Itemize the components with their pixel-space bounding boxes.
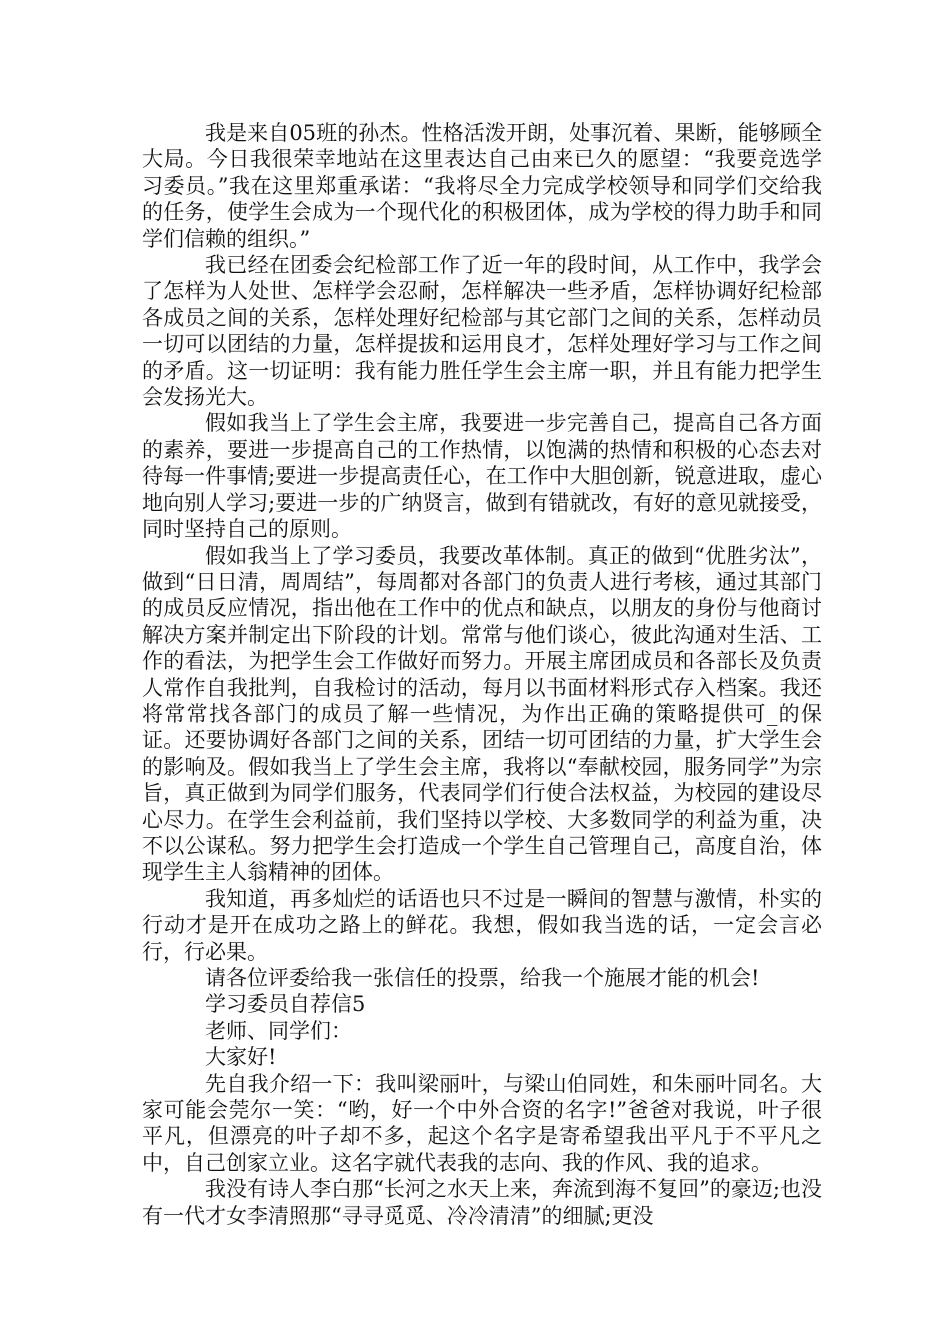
paragraph-self-intro: 先自我介绍一下：我叫梁丽叶，与梁山伯同姓，和朱丽叶同名。大家可能会莞尔一笑：“哟，好一个中外合资的名字!”爸爸对我说，叶子很平凡，但漂亮的叶子却不多，起这个名字是寄希望我出平凡于不平凡之中，自己创家立业。这名字就代表我的志向、我的作风、我的追求。 [142,1071,822,1175]
salutation: 老师、同学们： [205,1018,352,1043]
paragraph-closing: 我知道，再多灿烂的话语也只不过是一瞬间的智慧与激情，朴实的行动才是开在成功之路上的鲜花。我想，假如我当选的话，一定会言必行，行必果。 [142,886,822,964]
paragraph-experience: 我已经在团委会纪检部工作了近一年的段时间，从工作中，我学会了怎样为人处世、怎样学会忍耐，怎样解决一些矛盾，怎样协调好纪检部各成员之间的关系，怎样处理好纪检部与其它部门之间的关系，怎样动员一切可以团结的力量，怎样提拔和运用良才，怎样处理好学习与工作之间的矛盾。这一切证明：我有能力胜任学生会主席一职，并且有能力把学生会发扬光大。 [142,253,822,410]
document-body [142,120,822,1229]
greeting: 大家好! [205,1045,277,1070]
paragraph-chairman-plan: 假如我当上了学生会主席，我要进一步完善自己，提高自己各方面的素养，要进一步提高自己的工作热情，以饱满的热情和积极的心态去对待每一件事情;要进一步提高责任心，在工作中大胆创新，锐意进取，虚心地向别人学习;要进一步的广纳贤言，做到有错就改，有好的意见就接受，同时坚持自己的原则。 [142,411,822,542]
paragraph-intro: 我是来自05班的孙杰。性格活泼开朗，处事沉着、果断，能够顾全大局。今日我很荣幸地站在这里表达自己由来已久的愿望：“我要竞选学习委员。”我在这里郑重承诺：“我将尽全力完成学校领导和同学们交给我的任务，使学生会成为一个现代化的积极团体，成为学校的得力助手和同学们信赖的组织。” [142,121,822,251]
paragraph-comparison: 我没有诗人李白那“长河之水天上来，奔流到海不复回”的豪迈;也没有一代才女李清照那“寻寻觅觅、冷冷清清”的细腻;更没 [142,1177,822,1228]
paragraph-vote-request: 请各位评委给我一张信任的投票，给我一个施展才能的机会! [205,966,760,990]
section-heading: 学习委员自荐信5 [205,992,366,1017]
paragraph-reform-plan: 假如我当上了学习委员，我要改革体制。真正的做到“优胜劣汰”，做到“日日清，周周结”，每周都对各部门的负责人进行考核，通过其部门的成员反应情况，指出他在工作中的优点和缺点，以朋友的身份与他商讨解决方案并制定出下阶段的计划。常常与他们谈心，彼此沟通对生活、工作的看法，为把学生会工作做好而努力。开展主席团成员和各部长及负责人常作自我批判，自我检讨的活动，每月以书面材料形式存入档案。我还将常常找各部门的成员了解一些情况，为作出正确的策略提供可_的保证。还要协调好各部门之间的关系，团结一切可团结的力量，扩大学生会的影响及。假如我当上了学生会主席，我将以“奉献校园，服务同学”为宗旨，真正做到为同学们服务，代表同学们行使合法权益，为校园的建设尽心尽力。在学生会利益前，我们坚持以学校、大多数同学的利益为重，决不以公谋私。努力把学生会打造成一个学生自己管理自己，高度自治，体现学生主人翁精神的团体。 [142,543,822,885]
